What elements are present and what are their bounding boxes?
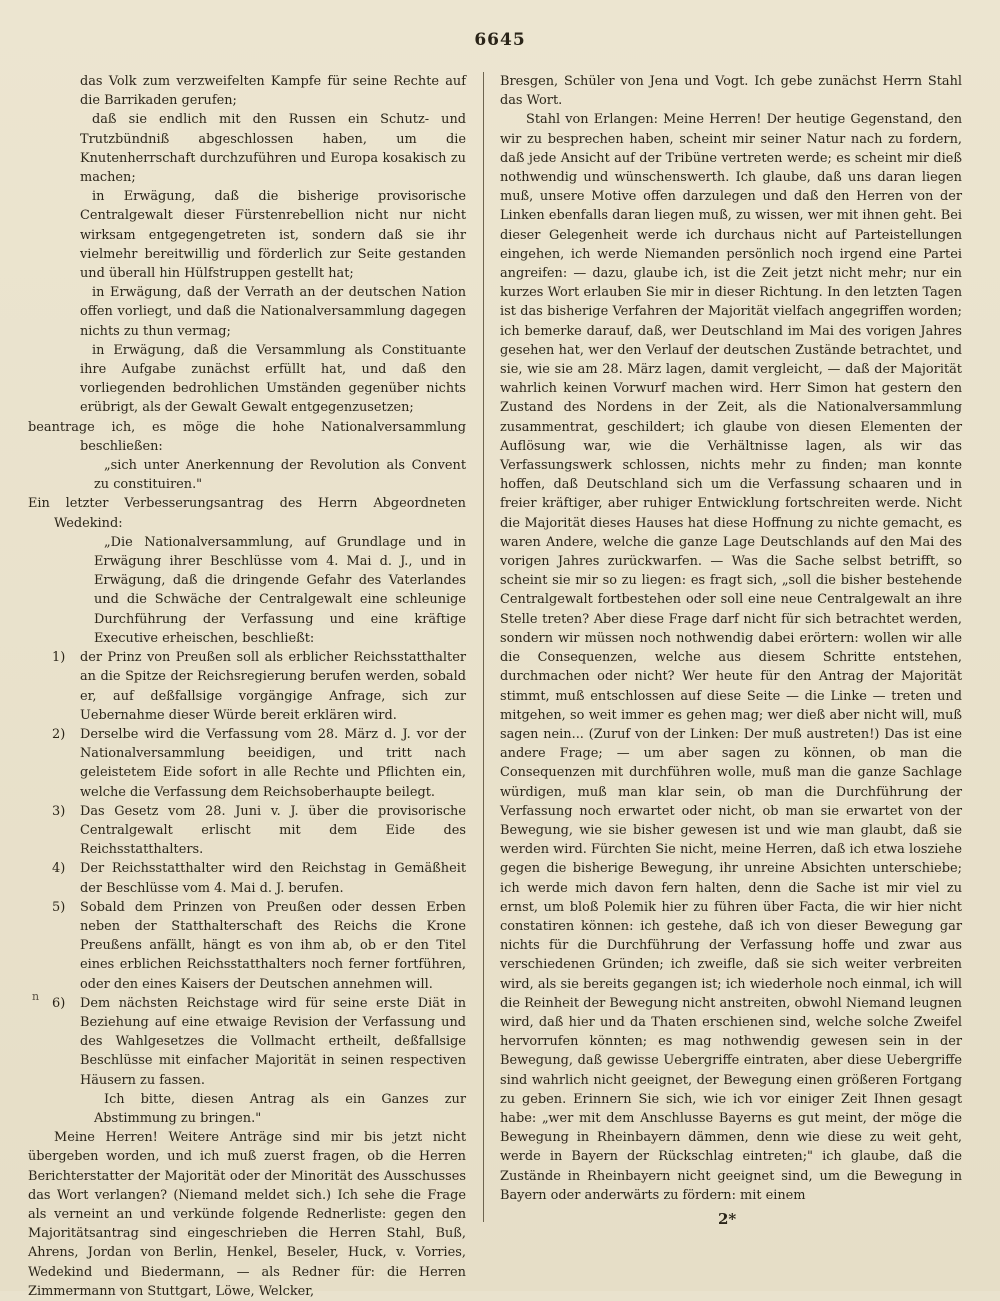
amendment-item-text: Dem nächsten Reichstage wird für seine erste Diät in Beziehung auf eine etwaige Revision der Verfassung und des Wahlgesetzes die Vollmacht ertheilt, deßfallsige Beschlüsse mit einfacher Majorität in seinen respectiven Häusern zu fassen.	[80, 995, 466, 1088]
amendment-item-text: Der Reichsstatthalter wird den Reichstag in Gemäßheit der Beschlüsse vom 4. Mai d. J. berufen.	[80, 861, 466, 896]
amendment-item-number: 1)	[52, 650, 66, 666]
motion-quote: „sich unter Anerkennung der Revolution als Convent zu constituiren."	[94, 458, 466, 493]
closing-request: Ich bitte, diesen Antrag als ein Ganzes zur Abstimmung zu bringen."	[94, 1091, 466, 1126]
margin-mark: n	[32, 990, 40, 1003]
amendment-item-number: 3)	[52, 803, 66, 819]
paragraph: in Erwägung, daß der Verrath an der deutschen Nation offen vorliegt, und daß die Nationalversammlung dagegen nichts zu thun vermag;	[80, 285, 466, 339]
president-statement: Meine Herren! Weitere Anträge sind mir bis jetzt nicht übergeben worden, und ich muß zuerst fragen, ob die Herren Berichterstatter der Majorität oder der Minorität des Ausschusses das Wort verlangen? (Niemand meldet sich.) Ich sehe die Frage als verneint an und verkünde folgende Rednerliste: gegen den Majoritätsantrag sind eingeschrieben die Herren Stahl, Buß, Ahrens, Jordan von Berlin, Henkel, Beseler, Huck, v. Vorries, Wedekind und Biedermann, — als Redner für: die Herren Zimmermann von Stuttgart, Löwe, Welcker,	[28, 1130, 466, 1299]
amendment-item-text: Derselbe wird die Verfassung vom 28. März d. J. vor der Nationalversammlung beeidigen, und tritt nach geleistetem Eide sofort in alle Rechte und Pflichten ein, welche die Verfassung dem Reichsoberhaupte beilegt.	[80, 726, 466, 800]
amendment-heading: Ein letzter Verbesserungsantrag des Herrn Abgeordneten Wedekind:	[28, 496, 466, 531]
amendment-item	[28, 725, 466, 802]
paragraph: Bresgen, Schüler von Jena und Vogt. Ich gebe zunächst Herrn Stahl das Wort.	[500, 74, 962, 109]
paragraph: in Erwägung, daß die Versammlung als Constituante ihre Aufgabe zunächst erfüllt hat, und daß den vorliegenden bedrohlichen Umständen gegenüber nichts erübrigt, als der Gewalt Gewalt entgegenzusetzen;	[80, 342, 466, 416]
amendment-item-text: Sobald dem Prinzen von Preußen oder dessen Erben neben der Statthalterschaft des Reichs die Krone Preußens anfällt, hängt es von ihm ab, ob er den Titel eines erblichen Reichsstatthalters noch ferner fortführen, oder den eines Kaisers der Deutschen annehmen will.	[80, 899, 466, 992]
amendment-item	[28, 898, 466, 994]
amendment-item-text: Das Gesetz vom 28. Juni v. J. über die provisorische Centralgewalt erlischt mit dem Eide des Reichsstatthalters.	[80, 803, 466, 858]
paragraph: in Erwägung, daß die bisherige provisorische Centralgewalt dieser Fürstenrebellion nicht nur nicht wirksam entgegengetreten ist, sondern daß sie ihr vielmehr bereitwillig und förderlich zur Seite gestanden und überall hin Hülfstruppen gestellt hat;	[80, 189, 466, 282]
amendment-item-text: der Prinz von Preußen soll als erblicher Reichsstatthalter an die Spitze der Reichsregierung berufen werden, sobald er, auf deßfallsige vorgängige Anfrage, sich zur Uebernahme dieser Würde bereit erklären wird.	[80, 650, 466, 723]
amendment-item	[28, 648, 466, 725]
paragraph: daß sie endlich mit den Russen ein Schutz- und Trutzbündniß abgeschlossen haben, um die Knutenherrschaft durchzuführen und Europa kosakisch zu machen;	[80, 112, 466, 186]
amendment-item-number: 6)	[52, 995, 66, 1011]
amendment-item	[28, 994, 466, 1090]
signature-mark: 2*	[718, 1210, 737, 1228]
amendment-item-number: 2)	[52, 726, 66, 742]
right-column	[500, 72, 962, 1262]
amendment-list	[28, 648, 466, 1090]
page-number: 6645	[474, 30, 526, 50]
speech-paragraph: Stahl von Erlangen: Meine Herren! Der heutige Gegenstand, den wir zu besprechen haben, scheint mir seiner Natur nach zu fordern, daß jede Ansicht auf der Tribüne vertreten werde; es scheint mir dieß nothwendig und wünschenswerth. Ich glaube, daß uns daran liegen muß, unsere Motive offen darzulegen und daß den Herren von der Linken ebenfalls daran liegen muß, zu wissen, wer mit ihnen geht. Bei dieser Gelegenheit werde ich durchaus nicht auf Parteistellungen eingehen, ich werde Niemanden persönlich noch irgend eine Partei angreifen: — dazu, glaube ich, ist die Zeit jetzt nicht mehr; nur ein kurzes Wort erlauben Sie mir in dieser Richtung. In den letzten Tagen ist das bisherige Verfahren der Majorität vielfach angegriffen worden; ich bemerke darauf, daß, wer Deutschland im Mai des vorigen Jahres gesehen hat, wer den Verlauf der deutschen Zustände betrachtet, und sie, wie sie am 28. März lagen, damit vergleicht, — daß der Majorität wahrlich keinen Vorwurf machen wird. Herr Simon hat gestern den Zustand des Nordens in der Zeit, als die Nationalversammlung zusammentrat, geschildert; ich glaube von diesen Elementen der Auflösung war, wie die Verhältnisse lagen, als wir das Verfassungswerk schlossen, nichts mehr zu finden; man konnte hoffen, daß Deutschland sich um die Verfassung schaaren und in freier kräftiger, aber ruhiger Entwicklung fortschreiten werde. Nicht die Majorität dieses Hauses hat diese Hoffnung zu nichte gemacht, es waren Andere, welche die ganze Lage Deutschlands auf den Mai des vorigen Jahres zurückwarfen. — Was die Sache selbst betrifft, so scheint sie mir so zu liegen: es fragt sich, „soll die bisher bestehende Centralgewalt fortbestehen oder soll eine neue Centralgewalt an ihre Stelle treten? Aber diese Frage darf nicht für sich betrachtet werden, sondern wir müssen noch nothwendig dabei erörtern: wollen wir alle die Consequenzen, welche aus diesem Schritte entstehen, durchmachen oder nicht? Wer heute für den Antrag der Majorität stimmt, muß entschlossen auf diese Seite — die Linke — treten und mitgehen, so weit immer es gehen mag; wer dieß aber nicht will, muß sagen nein... (Zuruf von der Linken: Der muß austreten!) Das ist eine andere Frage; — um aber sagen zu können, ob man die Consequenzen mit durchführen wolle, muß man die ganze Sachlage würdigen, muß man klar sein, ob man die Durchführung der Verfassung noch erwartet oder nicht, ob man sie erwartet von der Bewegung, wie sie bisher gewesen ist und wie man glaubt, daß sie werden wird. Fürchten Sie nicht, meine Herren, daß ich etwa losziehe gegen die bisherige Bewegung, ihr unreine Absichten unterschiebe; ich werde mich davon fern halten, denn die Sache ist mir viel zu ernst, um bloß Polemik hier zu führen über Facta, die wir hier nicht constatiren können: ich gestehe, daß ich von dieser Bewegung gar nichts für die Durchführung der Verfassung hoffe und zwar aus verschiedenen Gründen; ich zweifle, daß sie sich weiter verbreiten wird, als sie bereits gegangen ist; ich wiederhole noch einmal, ich will die Reinheit der Bewegung nicht anstreiten, obwohl Niemand leugnen wird, daß hier und da Thaten erschienen sind, welche solche Zweifel hervorrufen könnten; es mag nothwendig gewesen sein in der Bewegung, daß gewisse Uebergriffe eintraten, aber diese Uebergriffe sind wahrlich nicht geeignet, der Bewegung einen größeren Fortgang zu geben. Erinnern Sie sich, wie ich vor einiger Zeit Ihnen gesagt habe: „wer mit dem Anschlusse Bayerns es gut meint, der möge die Bewegung in Rheinbayern dämmen, denn wie diese zu weit geht, werde in Bayern der Rückschlag eintreten;" ich glaube, daß die Zustände in Rheinbayern nicht geeignet sind, um die Bewegung in Bayern oder anderwärts zu fördern: mit einem	[500, 112, 962, 1203]
column-divider	[483, 72, 484, 1222]
amendment-item-number: 4)	[52, 861, 66, 877]
amendment-item	[28, 802, 466, 860]
motion-paragraph: beantrage ich, es möge die hohe Nationalversammlung beschließen:	[28, 419, 466, 454]
amendment-item	[28, 859, 466, 897]
amendment-item-number: 5)	[52, 899, 66, 915]
amendment-quote: „Die Nationalversammlung, auf Grundlage und in Erwägung ihrer Beschlüsse vom 4. Mai d. J., und in Erwägung, daß die dringende Gefahr des Vaterlandes und die Schwäche der Centralgewalt eine schleunige Durchführung der Verfassung und eine kräftige Executive erheischen, beschließt:	[94, 534, 466, 646]
left-column	[28, 72, 466, 1299]
paragraph: das Volk zum verzweifelten Kampfe für seine Rechte auf die Barrikaden gerufen;	[80, 74, 466, 109]
